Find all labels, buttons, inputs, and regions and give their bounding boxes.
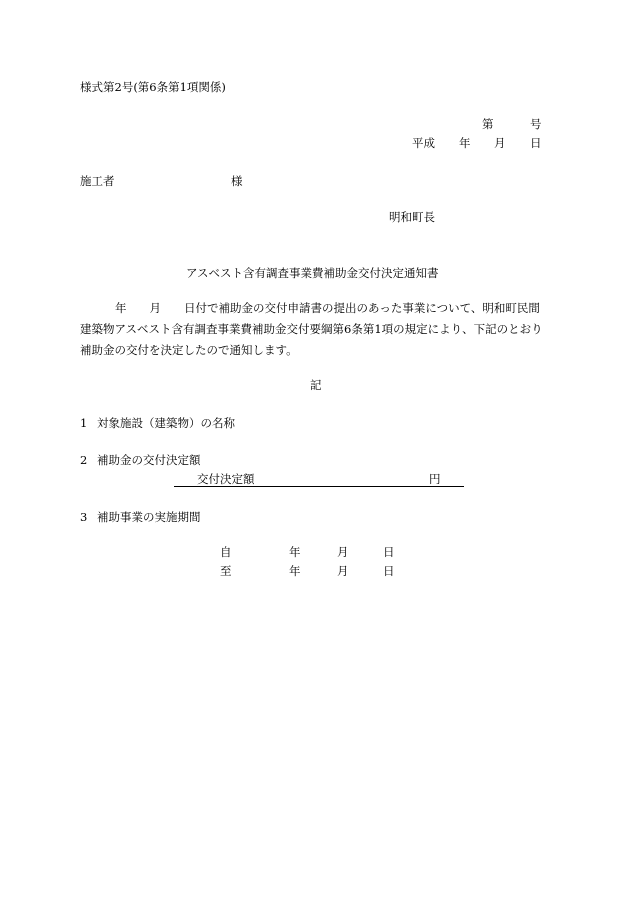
period-to-label: 至 [220,564,232,578]
item-3-number: 3 [80,510,88,524]
document-title: アスベスト含有調査事業費補助金交付決定通知書 [186,266,439,280]
doc-number-dai: 第 [482,117,494,131]
period-from-day: 日 [383,545,395,559]
date-year: 年 [459,136,471,150]
body-line: 建築物アスベスト含有調査事業費補助金交付要綱第6条第1項の規定により、下記のとおり [80,322,543,336]
amount-label: 交付決定額 [197,472,255,486]
recipient-label: 施工者 [80,174,115,188]
body-paragraph [80,298,552,361]
body-line: 年 月 日付で補助金の交付申請書の提出のあった事業について、明和町民間 [115,301,540,315]
period-to-day: 日 [383,564,395,578]
form-label: 様式第2号(第6条第1項関係) [80,80,226,94]
period-from-label: 自 [220,545,232,559]
item-3-text: 補助事業の実施期間 [97,510,201,524]
item-1-text: 対象施設（建築物）の名称 [97,416,235,430]
date-day: 日 [530,136,542,150]
amount-underline [174,486,464,487]
date-era: 平成 [412,136,435,150]
period-from-year: 年 [289,545,301,559]
item-2-number: 2 [80,453,88,467]
amount-unit: 円 [429,472,441,486]
sender: 明和町長 [389,210,435,224]
body-line: 補助金の交付を決定したので通知します。 [80,343,298,357]
doc-number-go: 号 [530,117,542,131]
period-from-month: 月 [337,545,349,559]
ki-heading: 記 [310,378,322,392]
item-2-text: 補助金の交付決定額 [97,453,201,467]
period-to-month: 月 [337,564,349,578]
recipient-honorific: 様 [231,174,243,188]
item-1-number: 1 [80,416,88,430]
period-to-year: 年 [289,564,301,578]
date-month: 月 [494,136,506,150]
